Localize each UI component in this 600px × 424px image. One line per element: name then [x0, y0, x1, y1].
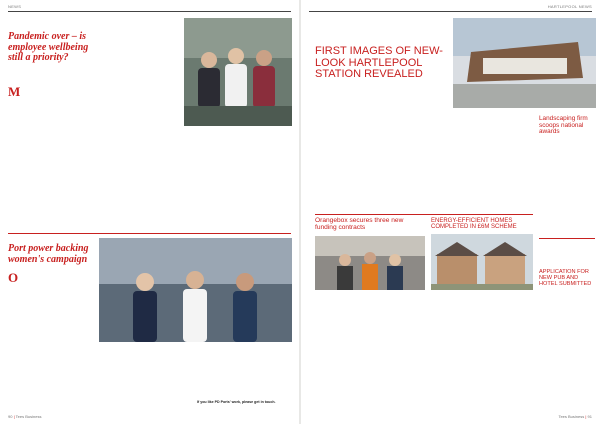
- station-photo: [453, 18, 596, 108]
- right-page: [301, 0, 600, 424]
- page-number: 91: [587, 414, 592, 419]
- footer: [558, 414, 592, 419]
- pandemic-col1-text: [8, 86, 90, 226]
- homes-photo: [431, 234, 533, 290]
- publication-name: Tees Business: [15, 414, 42, 419]
- pandemic-col2-text: [96, 18, 178, 218]
- left-page: [0, 0, 299, 424]
- team-photo-graphic: [184, 18, 292, 126]
- port-caption: [99, 344, 292, 356]
- pub-text: [539, 294, 595, 410]
- port-headline: Port power backing women's campaign: [8, 243, 89, 265]
- drop-cap-port: O: [8, 272, 19, 285]
- port-col1-text: [8, 272, 93, 410]
- orangebox-photo-graphic: [315, 236, 425, 290]
- header-rule: [8, 11, 291, 12]
- port-col2-text: [99, 359, 191, 411]
- pub-headline: APPLICATION FOR NEW PUB AND HOTEL SUBMITTED: [539, 269, 592, 287]
- section-divider: [539, 238, 595, 239]
- pandemic-headline: Pandemic over – is employee wellbeing still a priority?: [8, 31, 89, 63]
- page-number: 90: [8, 414, 13, 419]
- station-col2-text: [453, 116, 533, 208]
- header-rule: [309, 11, 592, 12]
- pandemic-caption: [184, 128, 292, 136]
- orangebox-headline: Orangebox secures three new funding contracts: [315, 217, 404, 231]
- port-photo: [99, 238, 292, 342]
- orangebox-photo: [315, 236, 425, 290]
- team-photo: [184, 18, 292, 126]
- section-label: NEWS: [8, 4, 22, 9]
- section-divider: [315, 214, 533, 215]
- station-photo-graphic: [453, 18, 596, 108]
- station-headline: FIRST IMAGES OF NEW-LOOK HARTLEPOOL STATION REVEALED: [315, 45, 443, 81]
- footer: [8, 414, 41, 419]
- landscaping-text: [539, 136, 595, 232]
- section-label: HARTLEPOOL NEWS: [547, 4, 592, 9]
- orangebox-text: [315, 294, 425, 410]
- port-photo-graphic: [99, 238, 292, 342]
- energy-text: [431, 294, 533, 410]
- footer-separator: |: [585, 414, 587, 419]
- section-divider: [8, 233, 291, 234]
- homes-photo-graphic: [431, 234, 533, 290]
- publication-name: Tees Business: [558, 414, 585, 419]
- drop-cap: M: [8, 86, 21, 99]
- port-col3-text: [197, 359, 292, 399]
- energy-headline: ENERGY-EFFICIENT HOMES COMPLETED IN £6M SCHEME: [431, 218, 517, 231]
- pandemic-col3-text: [184, 139, 292, 231]
- port-cta: If you like PD Ports' work, please get in touch.: [197, 400, 276, 404]
- footer-separator: |: [13, 414, 15, 419]
- station-col1-text: [315, 116, 447, 208]
- landscaping-headline: Landscaping firm scoops national awards: [539, 115, 588, 136]
